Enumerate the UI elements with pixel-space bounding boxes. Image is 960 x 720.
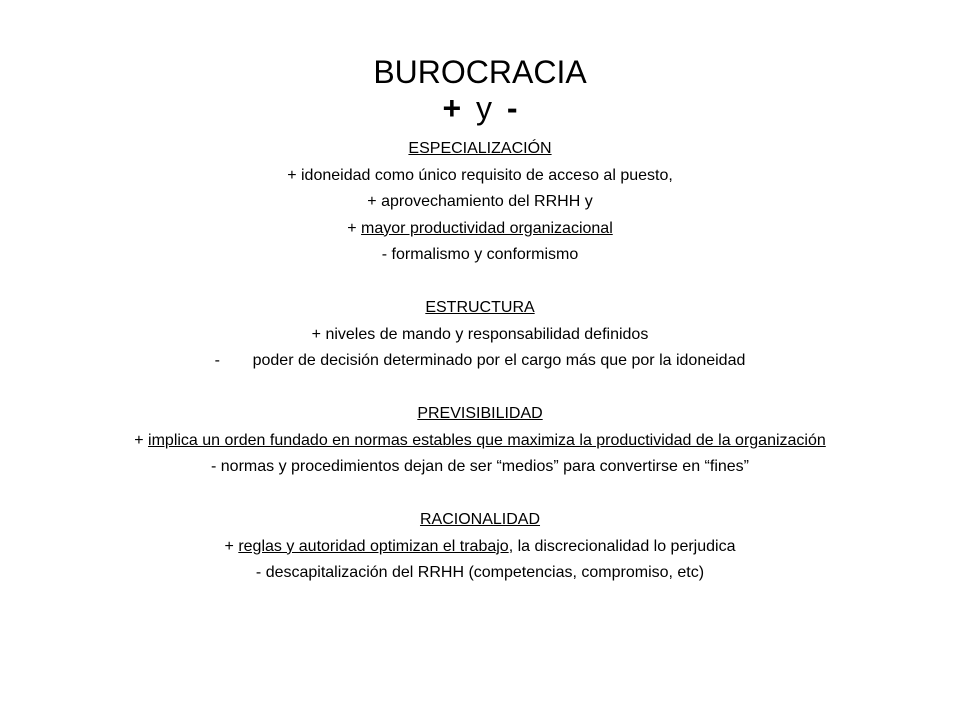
- bullet-prefix: -: [381, 246, 392, 263]
- bullet-underlined-text: mayor productividad organizacional: [361, 219, 613, 237]
- minus-sign: -: [506, 90, 518, 126]
- section-heading-previsibilidad: [0, 401, 960, 428]
- slide-title: BUROCRACIA: [373, 54, 587, 90]
- bullet-prefix: +: [367, 193, 382, 210]
- section-heading-racionalidad: [0, 507, 960, 534]
- bullet-line: [0, 189, 960, 216]
- bullet-text: idoneidad como único requisito de acceso al puesto,: [301, 166, 673, 184]
- section-gap: [0, 481, 960, 508]
- bullet-prefix: -: [255, 564, 266, 581]
- bullet-line: [0, 322, 960, 349]
- section-gap: [0, 269, 960, 296]
- bullet-text: niveles de mando y responsabilidad definidos: [325, 325, 649, 343]
- bullet-text: formalismo y conformismo: [391, 246, 579, 263]
- bullet-underlined-text: reglas y autoridad optimizan el trabajo: [238, 537, 509, 555]
- bullet-prefix: +: [287, 166, 301, 184]
- plus-sign: +: [442, 90, 462, 126]
- slide-body: [0, 136, 960, 587]
- slide-subtitle: [0, 90, 960, 126]
- bullet-prefix: +: [311, 325, 326, 343]
- section-heading-text: ESTRUCTURA: [425, 299, 535, 316]
- bullet-line: [0, 454, 960, 481]
- section-heading-text: PREVISIBILIDAD: [417, 405, 543, 422]
- bullet-prefix: +: [224, 537, 239, 555]
- bullet-line: [0, 216, 960, 243]
- bullet-prefix: +: [347, 219, 362, 237]
- bullet-prefix: -: [214, 352, 220, 369]
- bullet-line: [0, 242, 960, 269]
- conjunction: y: [476, 90, 493, 126]
- section-gap: [0, 375, 960, 402]
- section-heading-text: ESPECIALIZACIÓN: [408, 140, 552, 157]
- bullet-text: poder de decisión determinado por el cargo más que por la idoneidad: [252, 352, 746, 369]
- section-heading-especializacion: [0, 136, 960, 163]
- bullet-text: descapitalización del RRHH (competencias, compromiso, etc): [265, 564, 705, 581]
- bullet-line: [0, 348, 960, 375]
- bullet-underlined-text: implica un orden fundado en normas estables que maximiza la productividad de la organización: [148, 431, 826, 449]
- bullet-text: normas y procedimientos dejan de ser “medios” para convertirse en “fines”: [220, 458, 749, 475]
- bullet-text: aprovechamiento del RRHH y: [381, 193, 593, 210]
- bullet-prefix: +: [134, 431, 149, 449]
- bullet-prefix: -: [210, 458, 221, 475]
- bullet-line: [0, 534, 960, 561]
- bullet-line: [0, 560, 960, 587]
- section-heading-text: RACIONALIDAD: [419, 511, 541, 528]
- section-heading-estructura: [0, 295, 960, 322]
- bullet-line: [0, 428, 960, 455]
- bullet-text: , la discrecionalidad lo perjudica: [508, 537, 736, 555]
- bullet-line: [0, 163, 960, 190]
